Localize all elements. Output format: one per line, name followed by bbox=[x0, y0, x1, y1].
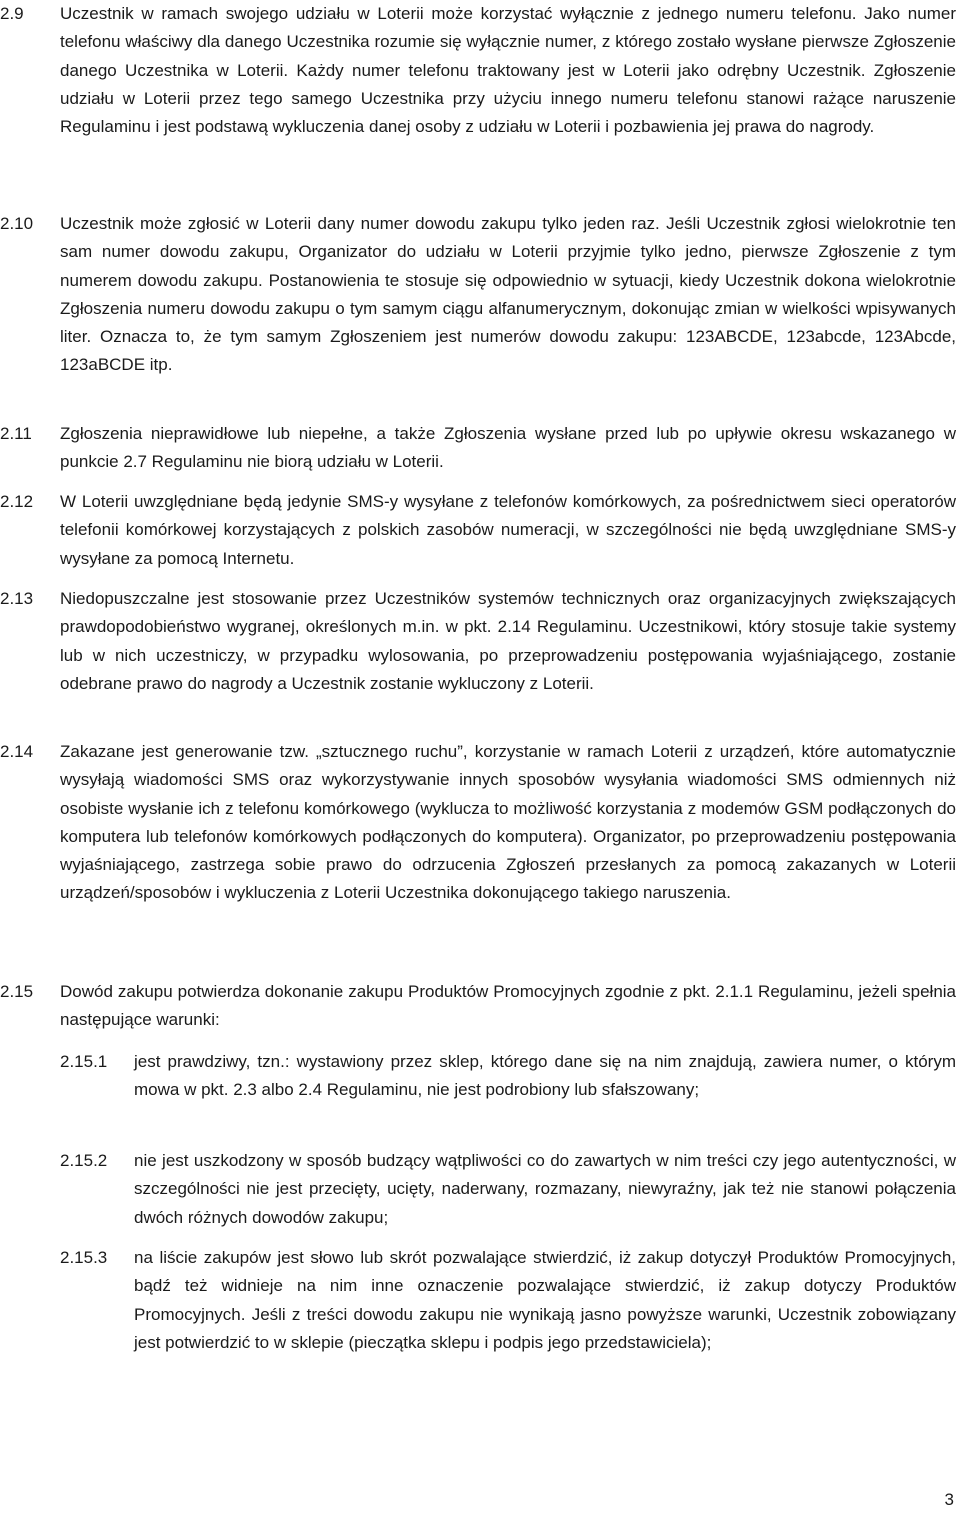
section-text: Zakazane jest generowanie tzw. „sztucznego ruchu”, korzystanie w ramach Loterii z urządzeń, które automatycznie wysyłają wiadomości SMS oraz wykorzystywanie innych sposobów wysyłania wiadomości SMS odmiennych niż osobiste wysłanie ich z telefonu komórkowego (wyklucza to możliwość korzystania z modemów GSM podłączonych do komputera lub telefonów komórkowych podłączonych do komputera). Organizator, po przeprowadzeniu postępowania wyjaśniającego, zastrzega sobie prawo do odrzucenia Zgłoszeń przesłanych za pomocą zakazanych w Loterii urządzeń/sposobów i wykluczenia z Loterii Uczestnika dokonującego takiego naruszenia. bbox=[60, 742, 956, 903]
section-number: 2.15 bbox=[0, 982, 34, 1001]
section-text: Dowód zakupu potwierdza dokonanie zakupu Produktów Promocyjnych zgodnie z pkt. 2.1.1 Regulaminu, jeżeli spełnia następujące warunki: bbox=[60, 982, 956, 1030]
section-number: 2.9 bbox=[0, 4, 24, 23]
subsection-text: jest prawdziwy, tzn.: wystawiony przez sklep, którego dane się na nim znajdują, zawiera numer, o którym mowa w pkt. 2.3 albo 2.4 Regulaminu, nie jest podrobiony lub sfałszowany; bbox=[134, 1052, 956, 1100]
section-text: W Loterii uwzględniane będą jedynie SMS-y wysyłane z telefonów komórkowych, za pośrednictwem sieci operatorów telefonii komórkowej korzystających z polskich zasobów numeracji, w szczególności nie będą uwzględniane SMS-y wysyłane za pomocą Internetu. bbox=[60, 492, 956, 568]
subsection-number: 2.15.1 bbox=[60, 1052, 108, 1071]
section-number: 2.12 bbox=[0, 492, 34, 511]
section-number: 2.10 bbox=[0, 214, 34, 233]
subsection-number: 2.15.2 bbox=[60, 1151, 108, 1170]
section-number: 2.11 bbox=[0, 424, 32, 443]
subsection-number: 2.15.3 bbox=[60, 1248, 108, 1267]
section-text: Zgłoszenia nieprawidłowe lub niepełne, a także Zgłoszenia wysłane przed lub po upływie okresu wskazanego w punkcie 2.7 Regulaminu nie biorą udziału w Loterii. bbox=[60, 424, 956, 472]
subsection-text: na liście zakupów jest słowo lub skrót pozwalające stwierdzić, iż zakup dotyczył Produktów Promocyjnych, bądź też widnieje na nim inne oznaczenie pozwalające stwierdzić, iż zakup dotyczy Produktów Promocyjnych. Jeśli z treści dowodu zakupu nie wynikają jasno powyższe warunki, Uczestnik zobowiązany jest potwierdzić to w sklepie (pieczątka sklepu i podpis jego przedstawiciela); bbox=[134, 1248, 956, 1352]
section-text: Niedopuszczalne jest stosowanie przez Uczestników systemów technicznych oraz organizacyjnych zwiększających prawdopodobieństwo wygranej, określonych m.in. w pkt. 2.14 Regulaminu. Uczestnikowi, który stosuje takie systemy lub w nich uczestniczy, w przypadku wylosowania, po przeprowadzeniu postępowania wyjaśniającego, zostanie odebrane prawo do nagrody a Uczestnik zostanie wykluczony z Loterii. bbox=[60, 589, 956, 693]
subsection-text: nie jest uszkodzony w sposób budzący wątpliwości co do zawartych w nim treści czy jego autentyczności, w szczególności nie jest przecięty, ucięty, naderwany, rozmazany, niewyraźny, jak też nie stanowi połączenia dwóch różnych dowodów zakupu; bbox=[134, 1151, 956, 1227]
page-number: 3 bbox=[944, 1490, 954, 1509]
section-text: Uczestnik może zgłosić w Loterii dany numer dowodu zakupu tylko jeden raz. Jeśli Uczestnik zgłosi wielokrotnie ten sam numer dowodu zakupu, Organizator do udziału w Loterii przyjmie tylko jedno, pierwsze Zgłoszenie z tym numerem dowodu zakupu. Postanowienia te stosuje się odpowiednio w sytuacji, kiedy Uczestnik dokona wielokrotnie Zgłoszenia numeru dowodu zakupu o tym samym ciągu alfanumerycznym, dokonując zmian w wielkości wpisywanych liter. Oznacza to, że tym samym Zgłoszeniem jest numerów dowodu zakupu: 123ABCDE, 123abcde, 123Abcde, 123aBCDE itp. bbox=[60, 214, 956, 375]
section-number: 2.13 bbox=[0, 589, 34, 608]
section-number: 2.14 bbox=[0, 742, 34, 761]
section-text: Uczestnik w ramach swojego udziału w Loterii może korzystać wyłącznie z jednego numeru telefonu. Jako numer telefonu właściwy dla danego Uczestnika rozumie się wyłącznie numer, z którego zostało wysłane pierwsze Zgłoszenie danego Uczestnika w Loterii. Każdy numer telefonu traktowany jest w Loterii jako odrębny Uczestnik. Zgłoszenie udziału w Loterii przez tego samego Uczestnika przy użyciu innego numeru telefonu stanowi rażące naruszenie Regulaminu i jest podstawą wykluczenia danej osoby z udziału w Loterii i pozbawienia jej prawa do nagrody. bbox=[60, 4, 956, 137]
